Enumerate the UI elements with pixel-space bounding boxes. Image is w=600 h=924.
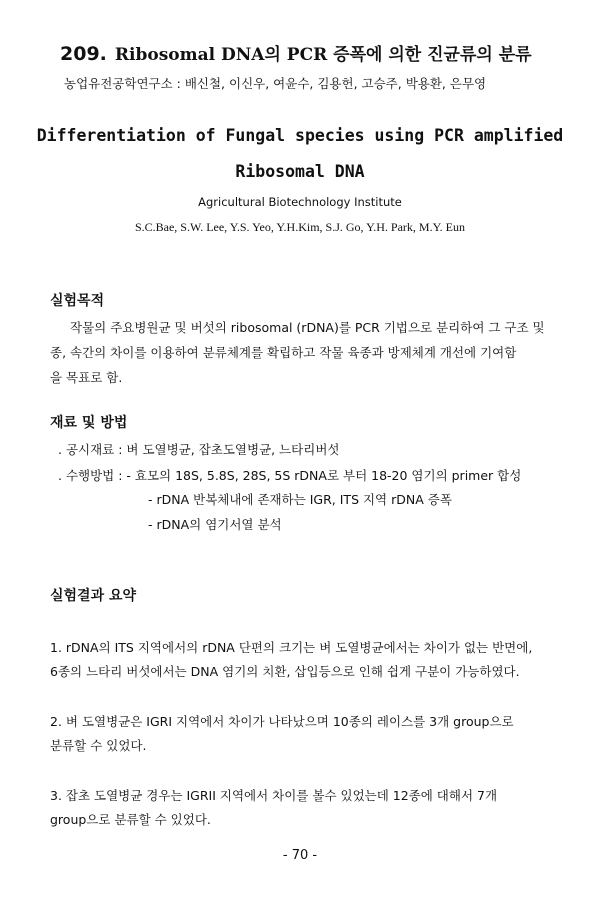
purpose-line: 작물의 주요병원균 및 버섯의 ribosomal (rDNA)를 PCR 기법으로 분리하여 그 구조 및 xyxy=(70,320,545,335)
english-title-line-1: Differentiation of Fungal species using PCR amplified xyxy=(36,126,564,145)
purpose-line: 종, 속간의 차이를 이용하여 분류체계를 확립하고 작물 육종과 방제체계 개선에 기여함 xyxy=(50,345,517,360)
methods-procedure-step: - rDNA 반복체내에 존재하는 IGR, ITS 지역 rDNA 증폭 xyxy=(148,492,452,507)
result-item-3-line-1: 3. 잡초 도열병균 경우는 IGRII 지역에서 차이를 볼수 있었는데 12종에 대해서 7개 xyxy=(50,788,498,803)
purpose-heading: 실험목적 xyxy=(50,293,105,309)
result-item-3-line-2: group으로 분류할 수 있었다. xyxy=(50,812,211,827)
results-heading: 실험결과 요약 xyxy=(50,588,137,604)
result-item-2-line-2: 분류할 수 있었다. xyxy=(50,738,147,753)
result-item-1-line-2: 6종의 느타리 버섯에서는 DNA 염기의 치환, 삽입등으로 인해 쉽게 구분이 가능하였다. xyxy=(50,664,520,679)
abstract-number: 209. xyxy=(60,43,107,65)
methods-procedure: . 수행방법 : - 효모의 18S, 5.8S, 28S, 5S rDNA로 부터 18-20 염기의 primer 합성 xyxy=(58,468,522,483)
page-number: - 70 - xyxy=(282,848,318,863)
korean-title-text: Ribosomal DNA의 PCR 증폭에 의한 진균류의 분류 xyxy=(114,45,532,65)
english-title-line-2: Ribosomal DNA xyxy=(235,162,365,181)
result-item-1-line-1: 1. rDNA의 ITS 지역에서의 rDNA 단편의 크기는 벼 도열병균에서는 차이가 없는 반면에, xyxy=(50,640,533,655)
methods-materials: . 공시재료 : 벼 도열병균, 잡초도열병균, 느타리버섯 xyxy=(58,442,340,457)
purpose-line: 을 목표로 함. xyxy=(50,370,123,385)
english-authors: S.C.Bae, S.W. Lee, Y.S. Yeo, Y.H.Kim, S.J. Go, Y.H. Park, M.Y. Eun xyxy=(134,220,466,234)
korean-title xyxy=(60,40,532,65)
korean-authors: 농업유전공학연구소 : 배신철, 이신우, 여윤수, 김용헌, 고승주, 박용환, 은무영 xyxy=(64,76,487,91)
methods-procedure-step: - rDNA의 염기서열 분석 xyxy=(148,517,282,532)
english-institute: Agricultural Biotechnology Institute xyxy=(198,195,402,209)
result-item-2-line-1: 2. 벼 도열병균은 IGRI 지역에서 차이가 나타났으며 10종의 레이스를 3개 group으로 xyxy=(50,714,514,729)
methods-heading: 재료 및 방법 xyxy=(50,415,128,431)
